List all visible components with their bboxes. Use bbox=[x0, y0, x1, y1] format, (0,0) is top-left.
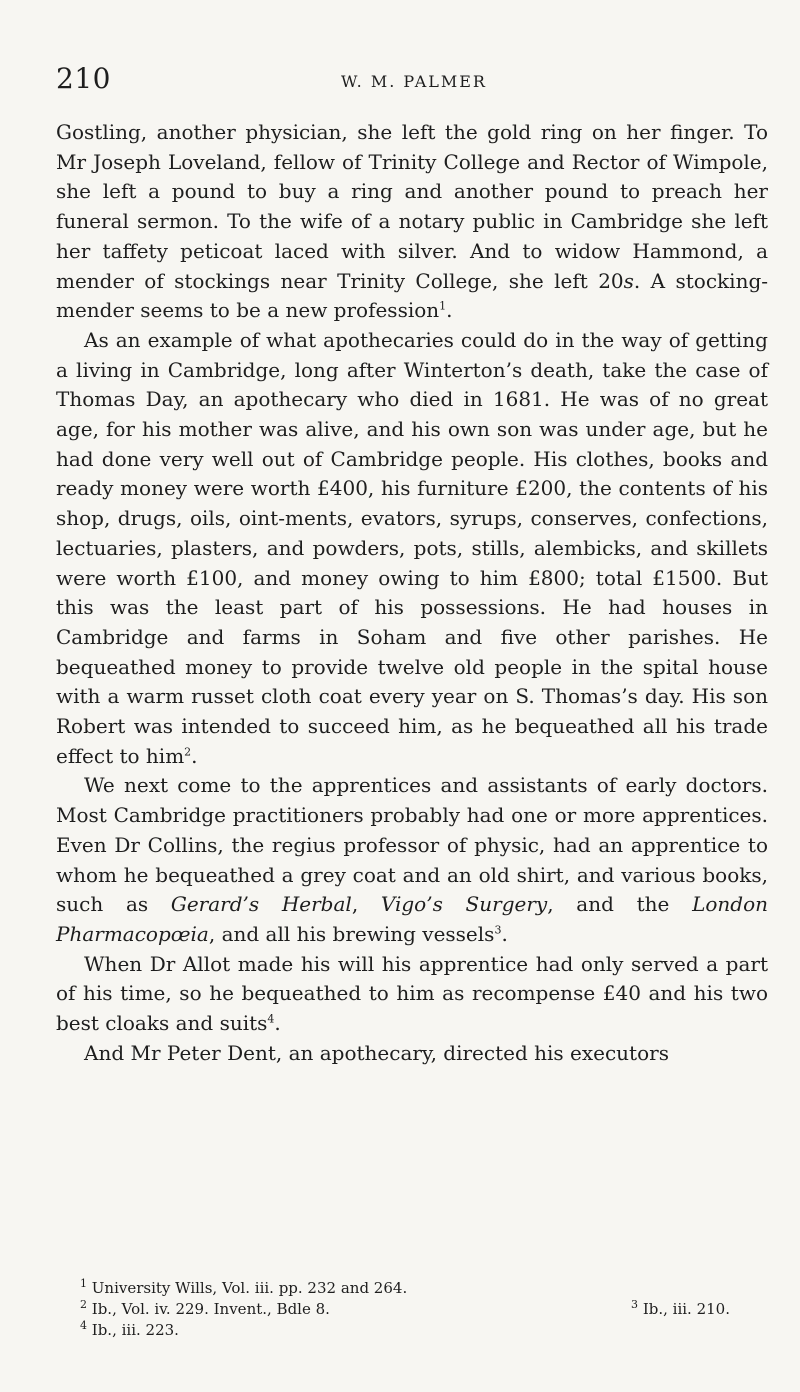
text-run: . bbox=[446, 298, 453, 323]
page-number: 210 bbox=[56, 62, 111, 95]
footnote-text: Ib., iii. 223. bbox=[91, 1321, 179, 1339]
footnote bbox=[80, 1278, 760, 1299]
text-run: . bbox=[191, 743, 198, 768]
running-head: W. M. PALMER bbox=[341, 72, 487, 91]
text-run: , and the bbox=[547, 892, 693, 917]
footnote-mark: 1 bbox=[80, 1277, 87, 1290]
footnote-mark: 2 bbox=[80, 1298, 87, 1311]
text-run: London Pharmacopœia bbox=[56, 892, 768, 946]
body-text bbox=[56, 118, 768, 1069]
text-run: And Mr Peter Dent, an apothecary, directed his executors bbox=[84, 1040, 669, 1065]
text-run: , bbox=[351, 892, 381, 917]
text-run: . A stocking-mender seems to be a new profession bbox=[56, 268, 769, 323]
footnote bbox=[80, 1320, 760, 1341]
paragraph bbox=[56, 326, 768, 772]
text-run: Gerard’s Herbal bbox=[170, 892, 352, 917]
text-run: , and all his brewing vessels bbox=[208, 921, 495, 946]
footnote-ref: 1 bbox=[439, 299, 447, 313]
footnote-ref: 3 bbox=[494, 923, 502, 937]
text-run: When Dr Allot made his will his apprentice had only served a part of his time, so he bequeathed to him as recompense £40 and his two best cloaks and suits bbox=[56, 951, 768, 1036]
paragraph bbox=[56, 771, 768, 949]
text-run: Vigo’s Surgery bbox=[380, 892, 548, 917]
footnote bbox=[80, 1299, 760, 1320]
paragraph bbox=[56, 950, 768, 1039]
footnote-text: Ib., iii. 210. bbox=[642, 1300, 730, 1318]
text-run: We next come to the apprentices and assistants of early doctors. Most Cambridge practitioners probably had one or more apprentices. Even Dr Collins, the regius professor of physic, had an apprentice to whom he bequeathed a grey coat and an old shirt, and various books, such as bbox=[56, 773, 768, 917]
text-run: As an example of what apothecaries could do in the way of getting a living in Cambridge, long after Winterton’s death, take the case of Thomas Day, an apothecary who died in 1681. He was of no great age, for his mother was alive, and his own son was under age, but he had done very well out of Cambridge people. His clothes, books and ready money were worth £400, his furniture £200, the contents of his shop, drugs, oils, oint-ments, evators, syrups, conserves, confections, lectuaries, plasters, and powders, pots, stills, alembicks, and skillets were worth £100, and money owing to him £800; total £1500. But this was the least part of his possessions. He had houses in Cambridge and farms in Soham and five other parishes. He bequeathed money to provide twelve old people in the spital house with a warm russet cloth coat every year on S. Thomas’s day. His son Robert was intended to succeed him, as he bequeathed all his trade effect to him bbox=[56, 327, 768, 768]
footnote-text: Ib., Vol. iv. 229. Invent., Bdle 8. bbox=[91, 1300, 330, 1318]
footnote-mark: 3 bbox=[631, 1298, 639, 1311]
footnote-text: University Wills, Vol. iii. pp. 232 and 264. bbox=[91, 1279, 408, 1297]
footnote-mark: 4 bbox=[80, 1319, 87, 1332]
footnotes bbox=[80, 1278, 760, 1341]
footnote-ref: 4 bbox=[267, 1012, 275, 1026]
paragraph bbox=[56, 118, 768, 326]
text-run: Gostling, another physician, she left the gold ring on her finger. To Mr Joseph Loveland, fellow of Trinity College and Rector of Wimpole, she left a pound to buy a ring and another pound to preach her funeral sermon. To the wife of a notary public in Cambridge she left her taffety peticoat laced with silver. And to widow Hammond, a mender of stockings near Trinity College, she left 20 bbox=[56, 120, 768, 293]
paragraph bbox=[56, 1039, 768, 1069]
text-run: . bbox=[501, 921, 508, 946]
text-run: . bbox=[274, 1011, 281, 1036]
text-run: s bbox=[623, 268, 634, 293]
page-header bbox=[56, 62, 752, 102]
footnote-ref: 2 bbox=[184, 745, 192, 759]
